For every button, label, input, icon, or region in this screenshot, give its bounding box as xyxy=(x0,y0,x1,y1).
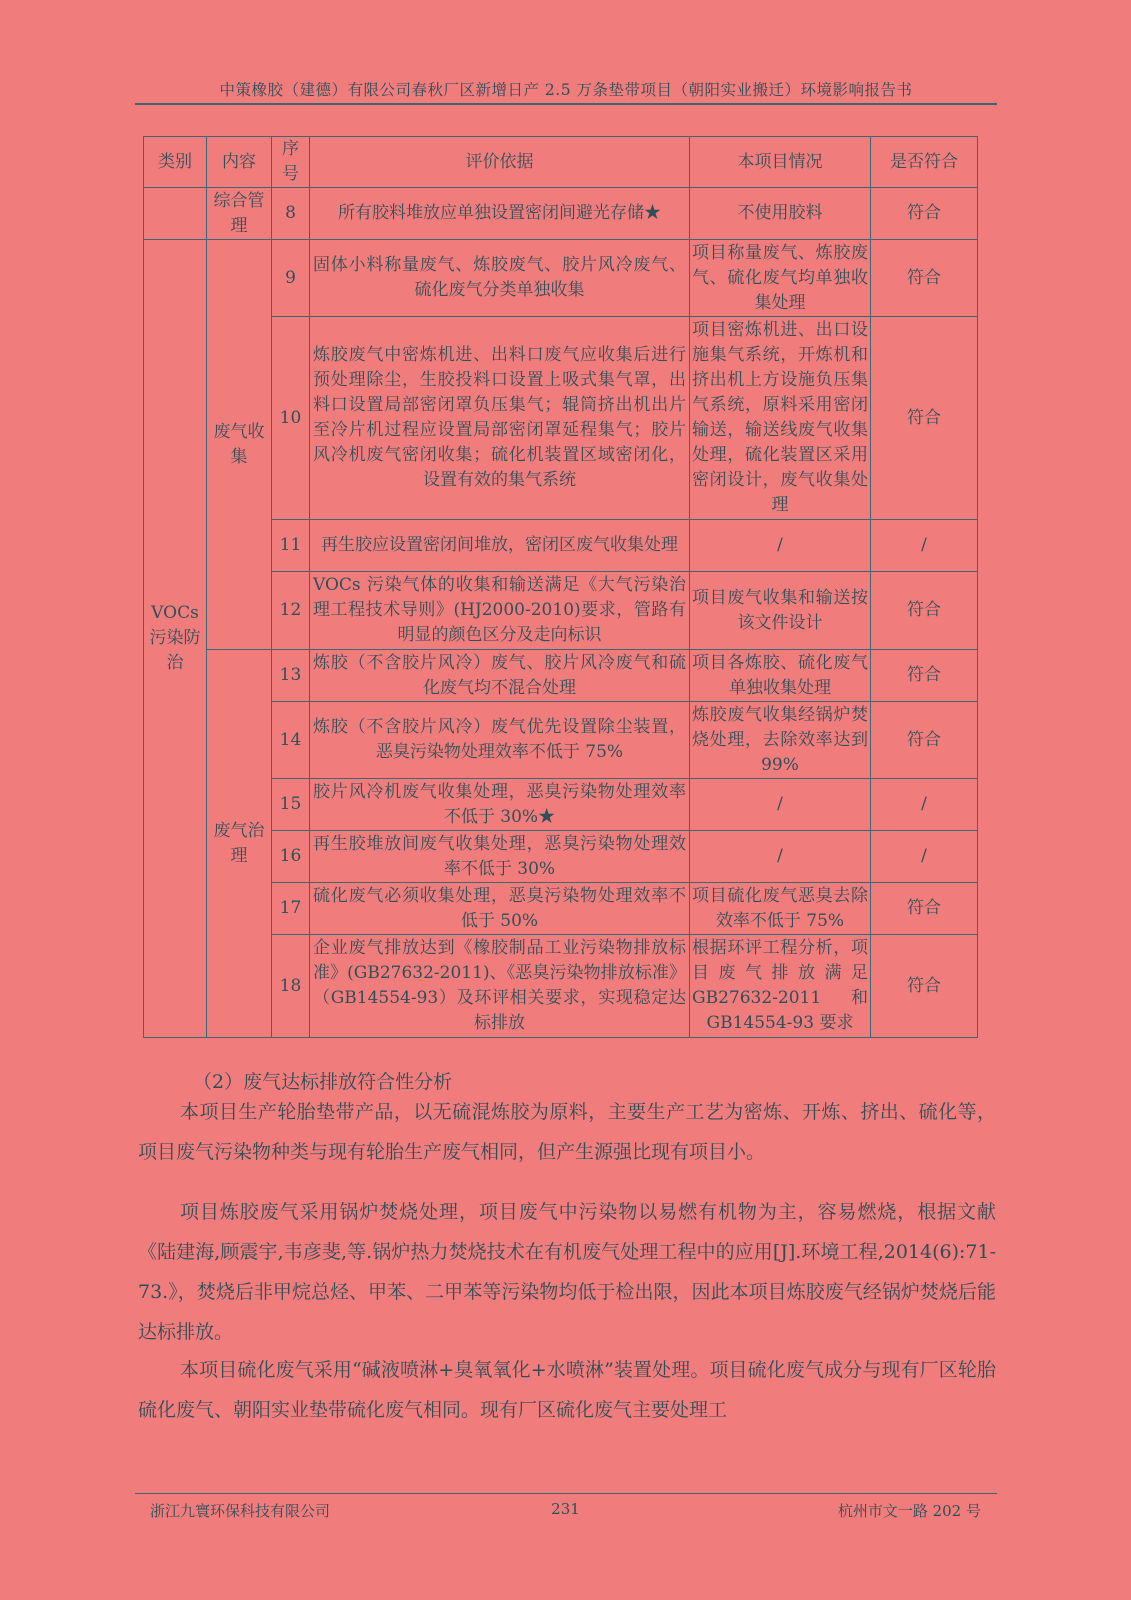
row-situation: 项目废气收集和输送按该文件设计 xyxy=(690,572,871,650)
row-basis: 胶片风冷机废气收集处理，恶臭污染物处理效率不低于 30%★ xyxy=(310,779,690,831)
row-compliance: 符合 xyxy=(871,317,978,520)
body-paragraph: 本项目硫化废气采用“碱液喷淋+臭氧氧化+水喷淋”装置处理。项目硫化废气成分与现有厂区轮胎硫化废气、朝阳实业垫带硫化废气相同。现有厂区硫化废气主要处理工 xyxy=(138,1359,996,1421)
body-paragraph: 项目炼胶废气采用锅炉焚烧处理，项目废气中污染物以易燃有机物为主，容易燃烧，根据文献《陆建海,顾震宇,韦彦斐,等.锅炉热力焚烧技术在有机废气处理工程中的应用[J].环境工程,2014(6):71-73.》，焚烧后非甲烷总烃、甲苯、二甲苯等污染物均低于检出限，因此本项目炼胶废气经锅炉焚烧后能达标排放。 xyxy=(138,1201,996,1343)
row-compliance: / xyxy=(871,831,978,883)
row-compliance: 符合 xyxy=(871,188,978,240)
row-situation: 项目各炼胶、硫化废气单独收集处理 xyxy=(690,650,871,702)
table-row xyxy=(144,240,978,317)
evaluation-table xyxy=(143,136,978,1038)
table-row xyxy=(144,188,978,240)
row-no: 12 xyxy=(272,572,310,650)
row-basis: 炼胶废气中密炼机进、出料口废气应收集后进行预处理除尘，生胶投料口设置上吸式集气罩，出料口设置局部密闭罩负压集气；辊筒挤出机出片至冷片机过程应设置局部密闭罩延程集气；胶片风冷机废气密闭收集；硫化机装置区域密闭化，设置有效的集气系统 xyxy=(310,317,690,520)
footer-company: 浙江九寰环保科技有限公司 xyxy=(150,1502,331,1520)
row-no: 15 xyxy=(272,779,310,831)
row-compliance: 符合 xyxy=(871,572,978,650)
row-no: 9 xyxy=(272,240,310,317)
table-row xyxy=(144,650,978,702)
row-basis: 所有胶料堆放应单独设置密闭间避光存储★ xyxy=(310,188,690,240)
category-cell-empty xyxy=(144,188,207,240)
row-situation: 项目称量废气、炼胶废气、硫化废气均单独收集处理 xyxy=(690,240,871,317)
row-situation: 不使用胶料 xyxy=(690,188,871,240)
row-basis: 炼胶（不含胶片风冷）废气、胶片风冷废气和硫化废气均不混合处理 xyxy=(310,650,690,702)
page-number: 231 xyxy=(551,1500,580,1518)
group-treat: 废气治理 xyxy=(207,650,272,1038)
row-no: 8 xyxy=(272,188,310,240)
header-basis: 评价依据 xyxy=(310,137,690,188)
row-no: 14 xyxy=(272,702,310,779)
header-category: 类别 xyxy=(144,137,207,188)
row-compliance: 符合 xyxy=(871,883,978,935)
row-compliance: / xyxy=(871,520,978,572)
row-situation: 项目硫化废气恶臭去除效率不低于 75% xyxy=(690,883,871,935)
row-no: 18 xyxy=(272,935,310,1038)
row-no: 17 xyxy=(272,883,310,935)
row-compliance: 符合 xyxy=(871,702,978,779)
row-situation: 炼胶废气收集经锅炉焚烧处理，去除效率达到 99% xyxy=(690,702,871,779)
row-compliance: 符合 xyxy=(871,935,978,1038)
section-subheading: （2）废气达标排放符合性分析 xyxy=(193,1071,453,1093)
row-basis: 固体小料称量废气、炼胶废气、胶片风冷废气、硫化废气分类单独收集 xyxy=(310,240,690,317)
row-no: 13 xyxy=(272,650,310,702)
group-collect: 废气收集 xyxy=(207,240,272,650)
table-header-row xyxy=(144,137,978,188)
row-basis: 再生胶应设置密闭间堆放，密闭区废气收集处理 xyxy=(310,520,690,572)
row-no: 16 xyxy=(272,831,310,883)
header-content: 内容 xyxy=(207,137,272,188)
row-compliance: / xyxy=(871,779,978,831)
row-situation: / xyxy=(690,779,871,831)
row-basis: 炼胶（不含胶片风冷）废气优先设置除尘装置，恶臭污染物处理效率不低于 75% xyxy=(310,702,690,779)
row-situation: / xyxy=(690,831,871,883)
header-divider xyxy=(135,103,997,105)
header-no: 序号 xyxy=(272,137,310,188)
group-mgmt: 综合管理 xyxy=(207,188,272,240)
row-no: 10 xyxy=(272,317,310,520)
category-voc: VOCs污染防治 xyxy=(144,240,207,1038)
row-situation: / xyxy=(690,520,871,572)
row-no: 11 xyxy=(272,520,310,572)
row-compliance: 符合 xyxy=(871,240,978,317)
header-situation: 本项目情况 xyxy=(690,137,871,188)
footer-divider xyxy=(135,1493,997,1494)
row-basis: 硫化废气必须收集处理，恶臭污染物处理效率不低于 50% xyxy=(310,883,690,935)
row-basis: VOCs 污染气体的收集和输送满足《大气污染治理工程技术导则》(HJ2000-2010)要求，管路有明显的颜色区分及走向标识 xyxy=(310,572,690,650)
row-situation: 项目密炼机进、出口设施集气系统，开炼机和挤出机上方设施负压集气系统，原料采用密闭输送，输送线废气收集处理，硫化装置区采用密闭设计，废气收集处理 xyxy=(690,317,871,520)
row-basis: 企业废气排放达到《橡胶制品工业污染物排放标准》(GB27632-2011)、《恶臭污染物排放标准》（GB14554-93）及环评相关要求，实现稳定达标排放 xyxy=(310,935,690,1038)
row-basis: 再生胶堆放间废气收集处理，恶臭污染物处理效率不低于 30% xyxy=(310,831,690,883)
row-compliance: 符合 xyxy=(871,650,978,702)
footer-address: 杭州市文一路 202 号 xyxy=(837,1502,981,1520)
page-header: 中策橡胶（建德）有限公司春秋厂区新增日产 2.5 万条垫带项目（朝阳实业搬迁）环境影响报告书 xyxy=(219,81,913,99)
header-compliance: 是否符合 xyxy=(871,137,978,188)
body-paragraph: 本项目生产轮胎垫带产品，以无硫混炼胶为原料，主要生产工艺为密炼、开炼、挤出、硫化等，项目废气污染物种类与现有轮胎生产废气相同，但产生源强比现有项目小。 xyxy=(138,1101,996,1163)
row-situation: 根据环评工程分析，项目废气排放满足 GB27632-2011 和 GB14554-93 要求 xyxy=(690,935,871,1038)
